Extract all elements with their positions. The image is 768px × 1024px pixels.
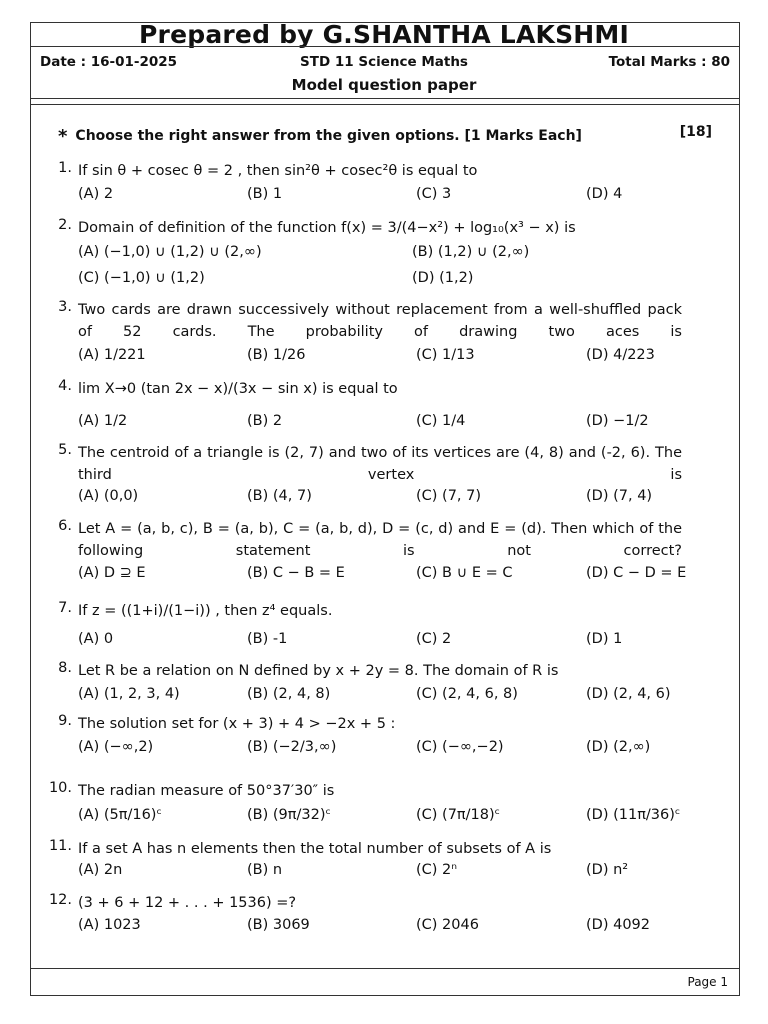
answer-option: (D) 4/223 xyxy=(586,347,655,363)
answer-option: (A) 2 xyxy=(78,186,114,202)
answer-option: (C) 3 xyxy=(416,186,452,202)
question-text: If sin θ + cosec θ = 2 , then sin²θ + cosec²θ is equal to xyxy=(78,163,478,179)
divider xyxy=(31,98,739,99)
answer-option: (B) n xyxy=(247,862,283,878)
answer-option: (D) 4 xyxy=(586,186,623,202)
question-text: Two cards are drawn successively without replacement from a well-shuffled pack of 52 cards. The probability of drawing two aces is xyxy=(78,302,682,340)
question-number: 6. xyxy=(58,518,72,534)
answer-option: (A) 1/221 xyxy=(78,347,146,363)
answer-option: (D) (2,∞) xyxy=(586,739,651,755)
answer-option: (B) 1/26 xyxy=(247,347,306,363)
answer-option: (C) 1/13 xyxy=(416,347,475,363)
question-text: lim X→0 (tan 2x − x)/(3x − sin x) is equal to xyxy=(78,381,398,397)
question-text: Let A = (a, b, c), B = (a, b), C = (a, b, d), D = (c, d) and E = (d). Then which of the following statement is not correct? xyxy=(78,521,682,559)
answer-option: (A) (5π/16)ᶜ xyxy=(78,807,162,823)
question-text: The centroid of a triangle is (2, 7) and two of its vertices are (4, 8) and (-2, 6). The third vertex is xyxy=(78,445,682,483)
answer-option: (A) 2n xyxy=(78,862,123,878)
instruction-text: Choose the right answer from the given options. [1 Marks Each] xyxy=(75,128,582,144)
answer-option: (D) (7, 4) xyxy=(586,488,653,504)
answer-option: (C) (−1,0) ∪ (1,2) xyxy=(78,270,205,286)
paper-subtitle: Model question paper xyxy=(291,76,477,94)
answer-option: (D) (1,2) xyxy=(412,270,474,286)
page-title: Prepared by G.SHANTHA LAKSHMI xyxy=(139,20,629,49)
exam-date: Date : 16-01-2025 xyxy=(40,54,178,70)
answer-option: (A) 0 xyxy=(78,631,114,647)
answer-option: (C) 2 xyxy=(416,631,452,647)
answer-option: (D) (11π/36)ᶜ xyxy=(586,807,681,823)
answer-option: (D) (2, 4, 6) xyxy=(586,686,671,702)
question-number: 12. xyxy=(48,892,72,908)
answer-option: (A) (1, 2, 3, 4) xyxy=(78,686,180,702)
answer-option: (C) (7, 7) xyxy=(416,488,482,504)
answer-option: (B) -1 xyxy=(247,631,288,647)
question-number: 5. xyxy=(58,442,72,458)
answer-option: (B) 3069 xyxy=(247,917,310,933)
question-text: (3 + 6 + 12 + . . . + 1536) =? xyxy=(78,895,297,911)
answer-option: (A) 1023 xyxy=(78,917,141,933)
answer-option: (B) (2, 4, 8) xyxy=(247,686,331,702)
question-text: Domain of definition of the function f(x) = 3/(4−x²) + log₁₀(x³ − x) is xyxy=(78,220,576,236)
answer-option: (B) (−2/3,∞) xyxy=(247,739,337,755)
answer-option: (C) 2046 xyxy=(416,917,479,933)
page-number: Page 1 xyxy=(687,975,728,989)
divider xyxy=(31,968,739,969)
divider xyxy=(31,46,739,47)
question-number: 11. xyxy=(48,838,72,854)
answer-option: (D) n² xyxy=(586,862,629,878)
question-number: 10. xyxy=(48,780,72,796)
answer-option: (C) (7π/18)ᶜ xyxy=(416,807,501,823)
answer-option: (C) B ∪ E = C xyxy=(416,565,513,581)
class-label: STD 11 Science Maths xyxy=(300,54,468,70)
question-number: 1. xyxy=(58,160,72,176)
divider xyxy=(31,104,739,105)
question-number: 9. xyxy=(58,713,72,729)
answer-option: (C) 1/4 xyxy=(416,413,466,429)
question-text: If a set A has n elements then the total number of subsets of A is xyxy=(78,841,552,857)
section-marks: [18] xyxy=(679,124,712,140)
question-text: The radian measure of 50°37′30″ is xyxy=(78,783,335,799)
question-text: The solution set for (x + 3) + 4 > −2x + 5 : xyxy=(78,716,396,732)
answer-option: (A) D ⊇ E xyxy=(78,565,146,581)
answer-option: (C) (2, 4, 6, 8) xyxy=(416,686,518,702)
answer-option: (B) (4, 7) xyxy=(247,488,312,504)
question-text: Let R be a relation on N defined by x + 2y = 8. The domain of R is xyxy=(78,663,559,679)
answer-option: (D) −1/2 xyxy=(586,413,649,429)
answer-option: (B) 1 xyxy=(247,186,283,202)
answer-option: (B) (9π/32)ᶜ xyxy=(247,807,331,823)
answer-option: (B) 2 xyxy=(247,413,283,429)
bullet-icon: * xyxy=(58,126,68,147)
question-number: 3. xyxy=(58,299,72,315)
question-text: If z = ((1+i)/(1−i)) , then z⁴ equals. xyxy=(78,603,333,619)
answer-option: (D) C − D = E xyxy=(586,565,687,581)
section-instruction xyxy=(58,126,582,147)
answer-option: (B) C − B = E xyxy=(247,565,345,581)
question-number: 7. xyxy=(58,600,72,616)
answer-option: (C) (−∞,−2) xyxy=(416,739,504,755)
answer-option: (A) (0,0) xyxy=(78,488,139,504)
answer-option: (C) 2ⁿ xyxy=(416,862,458,878)
answer-option: (A) (−∞,2) xyxy=(78,739,154,755)
answer-option: (D) 4092 xyxy=(586,917,650,933)
answer-option: (D) 1 xyxy=(586,631,623,647)
answer-option: (A) (−1,0) ∪ (1,2) ∪ (2,∞) xyxy=(78,244,262,260)
total-marks: Total Marks : 80 xyxy=(608,54,730,70)
question-number: 4. xyxy=(58,378,72,394)
question-number: 2. xyxy=(58,217,72,233)
answer-option: (B) (1,2) ∪ (2,∞) xyxy=(412,244,530,260)
answer-option: (A) 1/2 xyxy=(78,413,128,429)
question-number: 8. xyxy=(58,660,72,676)
